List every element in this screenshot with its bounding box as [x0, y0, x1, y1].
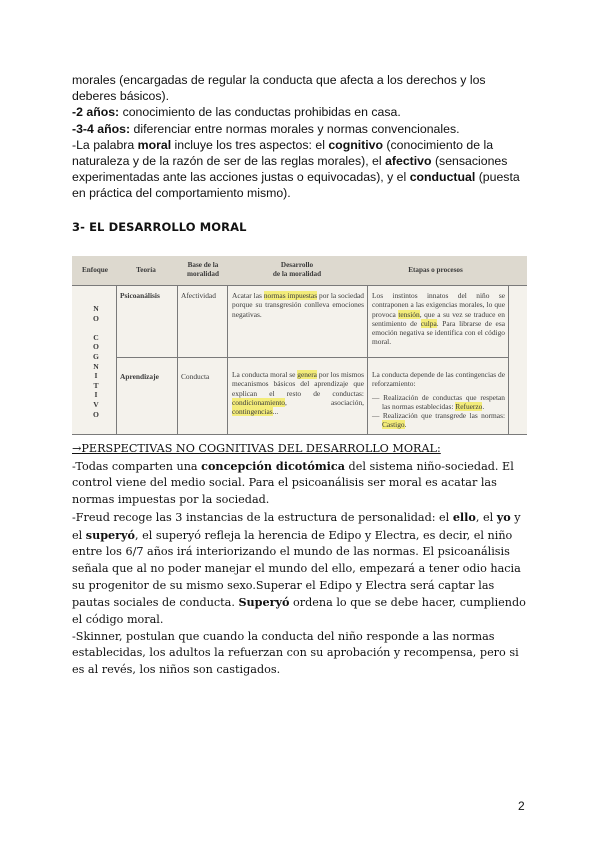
text-run: , asociación,: [284, 397, 364, 407]
row2-desarrollo: [232, 370, 364, 416]
enfoque-letter: G: [93, 351, 99, 361]
text-run: , el: [475, 510, 497, 524]
text-run: .: [482, 401, 485, 411]
enfoque-letter: I: [94, 390, 98, 400]
enfoque-letter: C: [93, 332, 99, 342]
row2-base: Conducta: [181, 372, 210, 381]
age-2-text: conocimiento de las conductas prohibidas en casa.: [119, 105, 401, 120]
column-divider: [116, 285, 117, 434]
highlight: condicionamiento: [232, 397, 285, 407]
perspectives-text: [72, 441, 534, 679]
row2-etapas-refuerzo: [372, 393, 505, 412]
highlight: normas impuestas: [263, 291, 318, 300]
header-desarrollo-line2: de la moralidad: [272, 269, 322, 278]
row2-etapas-intro: La conducta depende de las contingencias de reforzamiento:: [372, 370, 505, 389]
enfoque-letter: O: [93, 409, 99, 419]
row2-etapas: [372, 370, 505, 430]
intro-text: [72, 72, 532, 202]
term-superyo-2: Superyó: [238, 595, 290, 610]
header-desarrollo-line1: Desarrollo: [280, 261, 314, 269]
enfoque-letter: [89, 323, 103, 333]
text-run: , que a su vez se traduce en sentimiento de: [372, 309, 505, 328]
text-run: .: [404, 420, 407, 430]
highlight: genera: [297, 370, 317, 379]
moral-development-table: [72, 256, 527, 435]
column-divider: [508, 285, 509, 434]
page-number: 2: [518, 799, 525, 813]
term-ello: ello: [452, 509, 476, 524]
header-base-line1: Base de la: [187, 261, 219, 269]
text-run: ...: [272, 407, 279, 417]
term-yo: yo: [496, 509, 511, 524]
enfoque-letter: V: [93, 399, 99, 409]
perspectives-paragraph-2: [72, 509, 534, 629]
term-superyo: superyó: [85, 527, 135, 542]
text-run: -Freud recoge las 3 instancias de la estructura de personalidad: el: [72, 510, 453, 524]
text-run: (conocimiento de la naturaleza y de la razón de ser de las reglas morales), el: [72, 137, 494, 169]
term-concepcion-dicotomica: concepción dicotómica: [201, 458, 345, 473]
header-desarrollo: [227, 261, 367, 278]
text-run: incluye los tres aspectos: el: [171, 137, 329, 152]
term-afectivo: afectivo: [385, 154, 432, 169]
intro-paragraph-1: morales (encargadas de regular la conducta que afecta a los derechos y los deberes básicos).: [72, 73, 486, 104]
text-run: , el superyó refleja la herencia de Edipo y Electra, es decir, el niño entre los 6/7 años irá interiorizando el mundo de las normas. El psicoanálisis señala que al no poder manejar el mundo del ello, empezará a tener odio hacia su progenitor de su mismo sexo.Superar el Edipo y Electra será captar las pautas sociales de conducta.: [72, 528, 521, 610]
term-cognitivo: cognitivo: [328, 137, 383, 152]
row2-etapas-castigo: [372, 411, 505, 430]
age-3-4-label: -3-4 años:: [72, 121, 131, 136]
highlight: Castigo: [382, 420, 405, 430]
perspectives-paragraph-3: -Skinner, postulan que cuando la conducta del niño responde a las normas establecidas, los adultos la refuerzan con su aprobación y recompensa, pero si es al revés, los niños son castigados.: [72, 629, 519, 677]
enfoque-letter: O: [93, 342, 99, 352]
row-divider: [116, 357, 508, 358]
table-header-row: [72, 256, 527, 285]
text-run: (sensaciones experimentadas ante las acciones justas o equivocadas), y el: [72, 154, 508, 185]
text-run: por los mismos mecanismos básicos del aprendizaje que explican el resto de conductas:: [232, 370, 364, 398]
term-moral: moral: [137, 137, 172, 152]
text-run: ordena lo que se debe hacer, cumpliendo el código moral.: [72, 596, 526, 627]
enfoque-letter: O: [93, 313, 99, 323]
perspectives-title: →PERSPECTIVAS NO COGNITIVAS DEL DESARROLLO MORAL:: [72, 442, 441, 455]
text-run: . Para librarse de esa emoción negativa se identifica con el código moral.: [372, 318, 505, 347]
text-run: — Realización de conductas que respetan las normas establecidas:: [372, 392, 505, 411]
highlight: culpa: [420, 318, 437, 328]
text-run: del sistema niño-sociedad. El control viene del medio social. Para el psicoanálisis ser moral es acatar las normas impuestas por la sociedad.: [72, 459, 514, 507]
text-run: La conducta moral se: [232, 370, 298, 379]
intro-paragraph-3: [72, 121, 532, 137]
enfoque-letter: N: [93, 361, 99, 371]
intro-paragraph-2: [72, 104, 532, 120]
header-base-line2: moralidad: [187, 269, 219, 278]
row1-desarrollo: [232, 291, 364, 319]
text-run: -La palabra: [72, 137, 138, 152]
column-divider: [367, 285, 368, 434]
age-3-4-text: diferenciar entre normas morales y normas convencionales.: [130, 121, 460, 136]
header-enfoque: Enfoque: [82, 266, 108, 274]
row1-teoria: Psicoanálisis: [120, 291, 160, 300]
term-conductual: conductual: [409, 170, 476, 185]
text-run: — Realización que transgrede las normas:: [372, 411, 505, 421]
table-bottom-line: [72, 434, 527, 435]
enfoque-letter: T: [93, 380, 99, 390]
enfoque-letter: I: [94, 371, 98, 381]
perspectives-paragraph-1: [72, 458, 534, 509]
highlight: contingencias: [232, 407, 273, 417]
text-run: (puesta en práctica del comportamiento mismo).: [72, 170, 520, 201]
header-base: [178, 261, 228, 278]
highlight: tensión: [398, 309, 420, 319]
text-run: Los instintos innatos del niño se contraponen a las exigencias morales, lo que provoca: [372, 291, 505, 319]
enfoque-no-cognitivo: [89, 304, 103, 419]
header-teoria: Teoría: [136, 266, 156, 274]
header-etapas: Etapas o procesos: [408, 266, 463, 274]
column-divider: [227, 285, 228, 434]
text-run: -Todas comparten una: [72, 459, 202, 473]
row2-teoria: Aprendizaje: [120, 372, 159, 381]
column-divider: [177, 285, 178, 434]
section-heading: 3- EL DESARROLLO MORAL: [72, 220, 247, 234]
highlight: Refuerzo: [455, 401, 483, 411]
text-run: Acatar las: [232, 291, 264, 300]
text-run: por la sociedad porque su transgresión conlleva emociones negativas.: [232, 291, 364, 319]
enfoque-letter: N: [93, 304, 99, 313]
row1-base: Afectividad: [181, 291, 216, 300]
intro-paragraph-4: [72, 137, 532, 202]
row1-etapas: [372, 291, 505, 347]
age-2-label: -2 años:: [72, 105, 120, 120]
header-divider: [72, 285, 527, 286]
text-run: y el: [72, 510, 521, 542]
